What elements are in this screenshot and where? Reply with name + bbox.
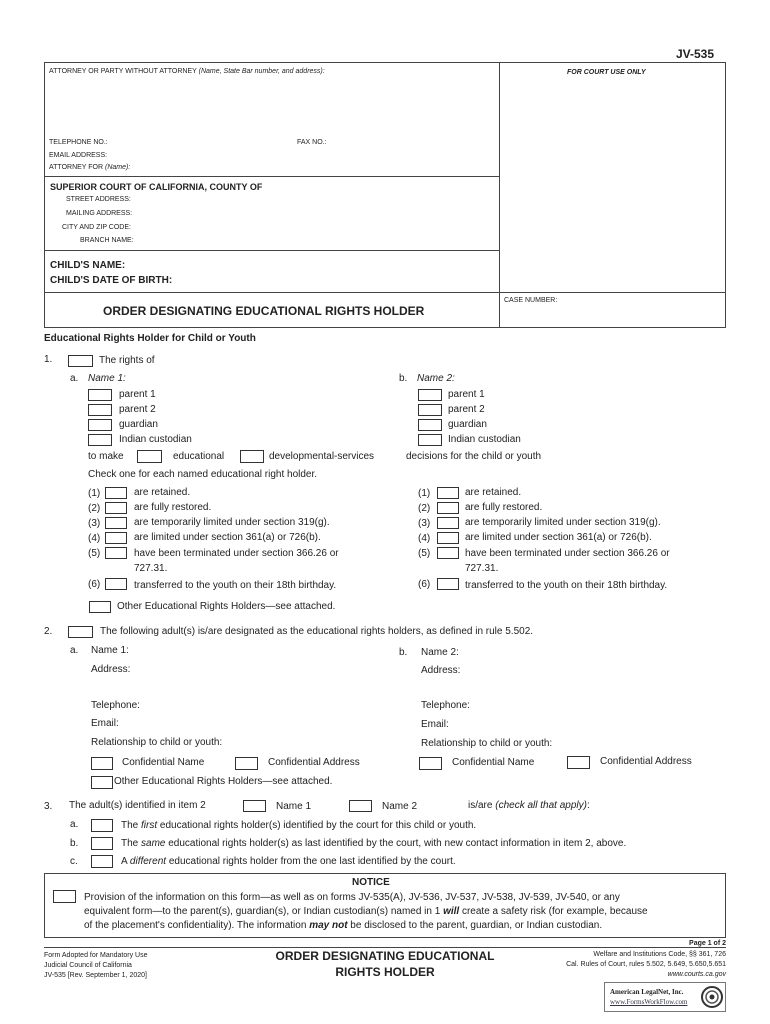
- attorney-label: ATTORNEY OR PARTY WITHOUT ATTORNEY (Name, State Bar number, and address):: [49, 68, 325, 75]
- case-number-label: CASE NUMBER:: [504, 297, 558, 304]
- footer-right: Welfare and Institutions Code, §§ 361, 726 Cal. Rules of Court, rules 5.502, 5.649, 5.650,5.651 www.courts.ca.gov: [566, 951, 726, 978]
- fax-label: FAX NO.:: [297, 139, 327, 146]
- b-telephone-label: Telephone:: [421, 700, 470, 711]
- email-label: EMAIL ADDRESS:: [49, 152, 108, 159]
- b-relationship-label: Relationship to child or youth:: [421, 738, 553, 749]
- item3-text: The adult(s) identified in item 2: [69, 800, 206, 811]
- court-use-label: FOR COURT USE ONLY: [567, 69, 646, 76]
- rights-of-text: The rights of: [99, 355, 155, 366]
- b-status6-checkbox[interactable]: [437, 578, 459, 590]
- b-conf-name-checkbox[interactable]: [419, 757, 442, 770]
- notice-line3: of the placement's confidentiality). The information may not be disclosed to the parent, guardian, or Indian custodian.: [84, 920, 603, 931]
- notice-line1: Provision of the information on this form—as well as on forms JV-535(A), JV-536, JV-537, JV-538, JV-539, JV-540, or any: [84, 892, 620, 903]
- brand-url[interactable]: www.FormsWorkFlow.com: [610, 998, 688, 1006]
- mailing-label: MAILING ADDRESS:: [66, 210, 133, 217]
- city-zip-label: CITY AND ZIP CODE:: [62, 224, 131, 231]
- street-label: STREET ADDRESS:: [66, 196, 131, 203]
- a-status1-checkbox[interactable]: [105, 487, 127, 499]
- b-status3-checkbox[interactable]: [437, 517, 459, 529]
- item2-name1-label: Name 1:: [91, 645, 129, 656]
- item1-other-holders-checkbox[interactable]: [89, 601, 111, 613]
- child-dob-label: CHILD'S DATE OF BIRTH:: [50, 275, 173, 286]
- child-name-label: CHILD'S NAME:: [50, 260, 126, 271]
- header-box: [44, 62, 726, 328]
- notice-title: NOTICE: [352, 877, 390, 888]
- to-make-text: to make: [88, 451, 124, 462]
- item1-other-holders-text: Other Educational Rights Holders—see attached.: [117, 601, 336, 612]
- a-status5-checkbox[interactable]: [105, 547, 127, 559]
- item2-text: The following adult(s) is/are designated as the educational rights holders, as defined in rule 5.502.: [100, 626, 534, 637]
- branch-label: BRANCH NAME:: [80, 237, 134, 244]
- name2-label: Name 2:: [417, 373, 455, 384]
- brand-name: American LegalNet, Inc.: [610, 988, 684, 996]
- a-conf-name-checkbox[interactable]: [91, 757, 113, 770]
- a-status3-checkbox[interactable]: [105, 517, 127, 529]
- item3-opt-b-text: The same educational rights holder(s) as last identified by the court, with new contact information in item 2, above.: [121, 838, 627, 849]
- footer-title: ORDER DESIGNATING EDUCATIONAL RIGHTS HOLDER: [275, 949, 495, 979]
- b-status4-checkbox[interactable]: [437, 532, 459, 544]
- court-title: SUPERIOR COURT OF CALIFORNIA, COUNTY OF: [50, 182, 263, 192]
- item3-opt-b-checkbox[interactable]: [91, 837, 113, 850]
- item2-checkbox[interactable]: [68, 626, 93, 638]
- a-email-label: Email:: [91, 718, 119, 729]
- form-title: ORDER DESIGNATING EDUCATIONAL RIGHTS HOLDER: [103, 304, 425, 318]
- item1-number: 1.: [44, 354, 53, 365]
- b-parent2-checkbox[interactable]: [418, 404, 442, 416]
- brand-logo-icon: [700, 985, 724, 1009]
- telephone-label: TELEPHONE NO.:: [49, 139, 108, 146]
- a-parent2-checkbox[interactable]: [88, 404, 112, 416]
- a-status2-checkbox[interactable]: [105, 502, 127, 514]
- item2-name2-label: Name 2:: [421, 647, 459, 658]
- educational-checkbox[interactable]: [137, 450, 162, 463]
- a-guardian-checkbox[interactable]: [88, 419, 112, 431]
- item2-other-holders-text: Other Educational Rights Holders—see attached.: [114, 776, 333, 787]
- item2-number: 2.: [44, 626, 53, 637]
- item3-name2-checkbox[interactable]: [349, 800, 372, 812]
- b-status2-checkbox[interactable]: [437, 502, 459, 514]
- item3-name1-checkbox[interactable]: [243, 800, 266, 812]
- item3-opt-a-checkbox[interactable]: [91, 819, 113, 832]
- item3-isare: is/are (check all that apply):: [468, 800, 590, 811]
- header-divider: [499, 62, 500, 328]
- a-telephone-label: Telephone:: [91, 700, 140, 711]
- b-conf-address-checkbox[interactable]: [567, 756, 590, 769]
- b-guardian-checkbox[interactable]: [418, 419, 442, 431]
- notice-checkbox[interactable]: [53, 890, 76, 903]
- a-conf-address-checkbox[interactable]: [235, 757, 258, 770]
- a-relationship-label: Relationship to child or youth:: [91, 737, 223, 748]
- check-one-text: Check one for each named educational right holder.: [88, 469, 318, 480]
- item1-checkbox[interactable]: [68, 355, 93, 367]
- notice-line2: equivalent form—to the parent(s), guardian(s), or Indian custodian(s) named in 1 will create a safety risk (for example, because: [84, 906, 648, 917]
- a-status6-checkbox[interactable]: [105, 578, 127, 590]
- name1-label: Name 1:: [88, 373, 126, 384]
- b-email-label: Email:: [421, 719, 449, 730]
- footer-left: Form Adopted for Mandatory Use Judicial Council of California JV-535 [Rev. September 1, 2020]: [44, 952, 148, 979]
- a-status4-checkbox[interactable]: [105, 532, 127, 544]
- item3-number: 3.: [44, 801, 53, 812]
- a-indian-custodian-checkbox[interactable]: [88, 434, 112, 446]
- form-id: JV-535: [676, 47, 715, 61]
- b-status1-checkbox[interactable]: [437, 487, 459, 499]
- b-indian-custodian-checkbox[interactable]: [418, 434, 442, 446]
- section-heading: Educational Rights Holder for Child or Youth: [44, 333, 256, 344]
- decisions-text: decisions for the child or youth: [406, 451, 542, 462]
- b-parent1-checkbox[interactable]: [418, 389, 442, 401]
- item3-opt-c-text: A different educational rights holder from the one last identified by the court.: [121, 856, 456, 867]
- a-parent1-checkbox[interactable]: [88, 389, 112, 401]
- b-address-label: Address:: [421, 665, 461, 676]
- developmental-checkbox[interactable]: [240, 450, 264, 463]
- a-address-label: Address:: [91, 664, 131, 675]
- b-status5-checkbox[interactable]: [437, 547, 459, 559]
- attorney-for-label: ATTORNEY FOR (Name):: [49, 164, 131, 171]
- page-number: Page 1 of 2: [689, 940, 726, 947]
- item3-opt-c-checkbox[interactable]: [91, 855, 113, 868]
- item3-opt-a-text: The first educational rights holder(s) identified by the court for this child or youth.: [121, 820, 477, 831]
- item2-other-holders-checkbox[interactable]: [91, 776, 113, 789]
